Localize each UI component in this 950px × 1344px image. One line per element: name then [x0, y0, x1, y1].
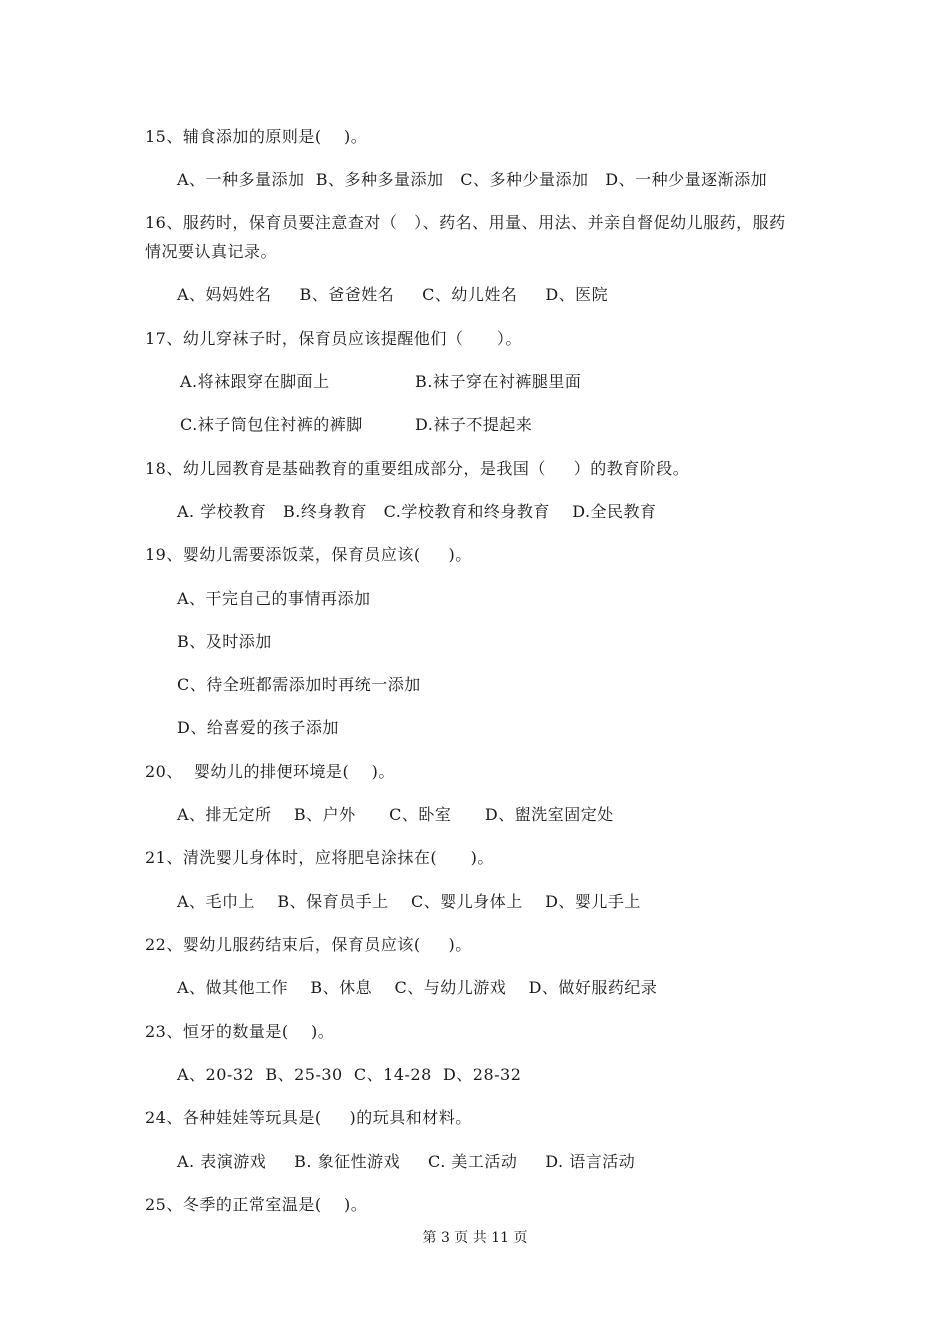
- question-text: 17、幼儿穿袜子时，保育员应该提醒他们（ ）。: [145, 329, 522, 348]
- option-a: A、干完自己的事情再添加: [177, 589, 371, 608]
- question-text: 22、婴幼儿服药结束后，保育员应该( )。: [145, 935, 472, 954]
- question-text: 23、恒牙的数量是( )。: [145, 1022, 335, 1041]
- option-d: D、给喜爱的孩子添加: [177, 718, 339, 737]
- question-options: A、毛巾上 B、保育员手上 C、婴儿身体上 D、婴儿手上: [177, 892, 641, 911]
- question-text: 21、清洗婴儿身体时，应将肥皂涂抹在( )。: [145, 848, 494, 867]
- question-text: 18、幼儿园教育是基础教育的重要组成部分，是我国（ ）的教育阶段。: [145, 459, 690, 478]
- question-text: 15、辅食添加的原则是( )。: [145, 127, 368, 146]
- option-b: B.袜子穿在衬裤腿里面: [415, 372, 582, 391]
- option-b: B、及时添加: [177, 632, 272, 651]
- page-footer: 第 3 页 共 11 页: [422, 1230, 528, 1246]
- question-options: A、做其他工作 B、休息 C、与幼儿游戏 D、做好服药纪录: [177, 978, 658, 997]
- question-text: 25、冬季的正常室温是( )。: [145, 1195, 368, 1214]
- question-options: A. 表演游戏 B. 象征性游戏 C. 美工活动 D. 语言活动: [177, 1152, 636, 1171]
- option-d: D.袜子不提起来: [415, 415, 533, 434]
- option-a: A.将袜跟穿在脚面上: [180, 372, 330, 391]
- question-text: 20、 婴幼儿的排便环境是( )。: [145, 762, 395, 781]
- question-text: 24、各种娃娃等玩具是( )的玩具和材料。: [145, 1108, 472, 1127]
- question-options: A. 学校教育 B.终身教育 C.学校教育和终身教育 D.全民教育: [177, 502, 657, 521]
- question-text: 16、服药时，保育员要注意查对（ ）、药名、用量、用法、并亲自督促幼儿服药，服药: [145, 213, 786, 232]
- question-options: A、妈妈姓名 B、爸爸姓名 C、幼儿姓名 D、医院: [177, 285, 609, 304]
- option-c: C.袜子筒包住衬裤的裤脚: [180, 415, 363, 434]
- question-text: 19、婴幼儿需要添饭菜，保育员应该( )。: [145, 545, 472, 564]
- question-options: A、一种多量添加 B、多种多量添加 C、多种少量添加 D、一种少量逐渐添加: [177, 170, 768, 189]
- question-text-continued: 情况要认真记录。: [145, 242, 278, 261]
- question-options: A、排无定所 B、户外 C、卧室 D、盥洗室固定处: [177, 805, 614, 824]
- option-c: C、待全班都需添加时再统一添加: [177, 675, 421, 694]
- question-options: A、20-32 B、25-30 C、14-28 D、28-32: [177, 1065, 522, 1084]
